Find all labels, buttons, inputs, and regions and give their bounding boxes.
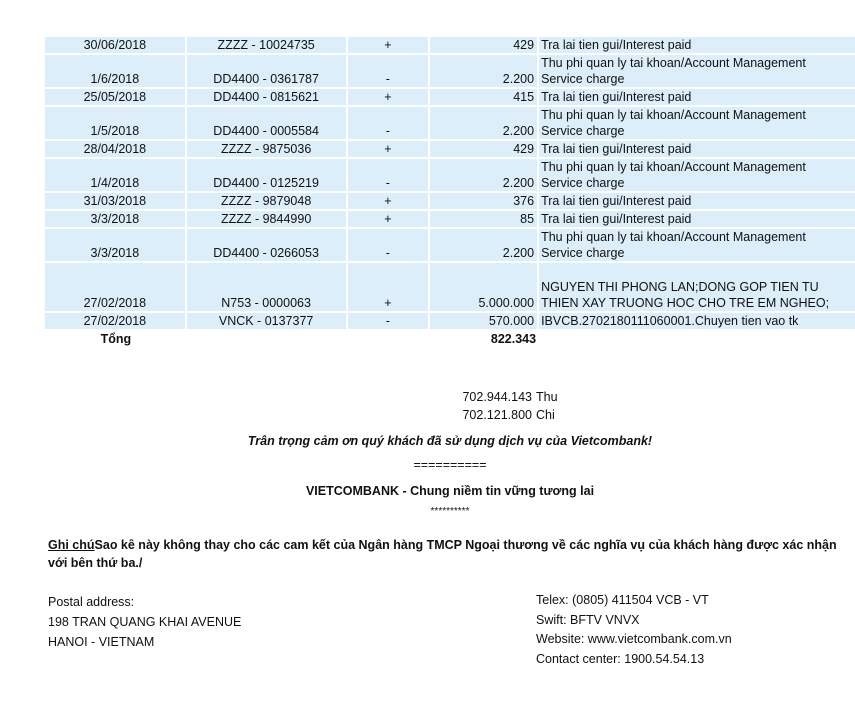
postal-heading: Postal address: [48,595,135,609]
total-row [45,331,855,347]
bank-slogan: VIETCOMBANK - Chung niềm tin vững tương lai [305,484,595,498]
description-line: Service charge [541,176,625,190]
total-label: Tổng [100,332,132,346]
transaction-reference: DD4400 - 0266053 [187,229,348,263]
transaction-reference: N753 - 0000063 [187,263,348,313]
transaction-sign: + [348,263,431,313]
description-line: THIEN XAY TRUONG HOC CHO TRE EM NGHEO; [541,296,830,310]
note-label: Ghi chú [48,538,95,552]
table-row [45,193,855,211]
transaction-sign: - [348,229,431,263]
transaction-sign: + [348,37,431,55]
postal-line-1: 198 TRAN QUANG KHAI AVENUE [48,615,242,629]
postal-address [48,592,241,652]
transaction-sign: + [348,193,431,211]
telex: Telex: (0805) 411504 VCB - VT [536,593,709,607]
swift-code: Swift: BFTV VNVX [536,612,640,627]
transaction-sign: - [348,107,431,141]
transaction-date: 1/4/2018 [45,159,187,193]
table-row [45,229,855,263]
transaction-sign: + [348,89,431,107]
transaction-amount: 429 [430,37,539,55]
table-row [45,141,855,159]
transaction-date: 28/04/2018 [45,141,187,159]
description-line [541,263,853,279]
description-line: Thu phi quan ly tai khoan/Account Management [541,108,806,122]
transaction-date: 27/02/2018 [45,263,187,313]
transaction-description [539,193,855,211]
transaction-sign: - [348,313,431,331]
transaction-amount: 415 [430,89,539,107]
table-row [45,159,855,193]
transaction-reference: DD4400 - 0125219 [187,159,348,193]
description-line: Service charge [541,72,625,86]
table-row [45,263,855,313]
transaction-sign: + [348,211,431,229]
table-row [45,55,855,89]
transaction-description [539,141,855,159]
contact-center: Contact center: 1900.54.54.13 [536,651,705,666]
description-line: Tra lai tien gui/Interest paid [541,38,692,52]
description-line: Thu phi quan ly tai khoan/Account Management [541,230,806,244]
expense-amount: 702.121.800 [462,408,532,422]
transaction-date: 25/05/2018 [45,89,187,107]
description-line: Service charge [541,246,625,260]
transaction-reference: DD4400 - 0005584 [187,107,348,141]
table-row [45,211,855,229]
note-text: Sao kê này không thay cho các cam kết của Ngân hàng TMCP Ngoại thương về các nghĩa vụ của khách hàng được xác nhận với bên thứ ba./ [48,538,837,570]
description-line: Thu phi quan ly tai khoan/Account Management [541,56,806,70]
disclaimer-note [48,536,848,572]
website: Website: www.vietcombank.com.vn [536,632,732,646]
stars-separator: ********** [430,506,470,517]
transaction-date: 1/5/2018 [45,107,187,141]
transaction-date: 27/02/2018 [45,313,187,331]
transaction-amount: 85 [430,211,539,229]
separator: ========== [413,458,487,472]
transaction-reference: ZZZZ - 9875036 [187,141,348,159]
transaction-description [539,37,855,55]
table-row [45,313,855,331]
transaction-rows [45,37,855,331]
transaction-amount: 5.000.000 [430,263,539,313]
income-amount: 702.944.143 [462,390,532,404]
thank-you-message: Trân trọng cảm ơn quý khách đã sử dụng dịch vụ của Vietcombank! [247,434,653,448]
description-line: Tra lai tien gui/Interest paid [541,90,692,104]
description-line: Tra lai tien gui/Interest paid [541,212,692,226]
transaction-amount: 376 [430,193,539,211]
table-row [45,37,855,55]
transaction-table [45,37,855,347]
transaction-amount: 2.200 [430,159,539,193]
transaction-amount: 2.200 [430,55,539,89]
transaction-description [539,313,855,331]
contact-info [536,591,732,669]
transaction-sign: + [348,141,431,159]
transaction-reference: DD4400 - 0361787 [187,55,348,89]
transaction-reference: ZZZZ - 9844990 [187,211,348,229]
transaction-reference: VNCK - 0137377 [187,313,348,331]
transaction-description [539,211,855,229]
description-line: IBVCB.2702180111060001.Chuyen tien vao tk [541,314,799,328]
income-label: Thu [536,390,558,404]
transaction-sign: - [348,55,431,89]
transaction-description [539,263,855,313]
transaction-description [539,159,855,193]
postal-line-2: HANOI - VIETNAM [48,635,155,649]
table-row [45,89,855,107]
transaction-amount: 429 [430,141,539,159]
description-line: Service charge [541,124,625,138]
expense-label: Chi [536,408,555,422]
transaction-description [539,107,855,141]
transaction-reference: ZZZZ - 10024735 [187,37,348,55]
transaction-reference: DD4400 - 0815621 [187,89,348,107]
transaction-reference: ZZZZ - 9879048 [187,193,348,211]
description-line: Tra lai tien gui/Interest paid [541,194,692,208]
description-line: Thu phi quan ly tai khoan/Account Management [541,160,806,174]
transaction-sign: - [348,159,431,193]
transaction-description [539,89,855,107]
table-row [45,107,855,141]
transaction-date: 31/03/2018 [45,193,187,211]
transaction-date: 3/3/2018 [45,211,187,229]
transaction-description [539,229,855,263]
transaction-date: 3/3/2018 [45,229,187,263]
description-line: NGUYEN THI PHONG LAN;DONG GOP TIEN TU [541,280,819,294]
transaction-date: 30/06/2018 [45,37,187,55]
transaction-date: 1/6/2018 [45,55,187,89]
total-amount: 822.343 [490,332,537,346]
transaction-amount: 2.200 [430,107,539,141]
transaction-amount: 2.200 [430,229,539,263]
description-line: Tra lai tien gui/Interest paid [541,142,692,156]
transaction-description [539,55,855,89]
transaction-amount: 570.000 [430,313,539,331]
